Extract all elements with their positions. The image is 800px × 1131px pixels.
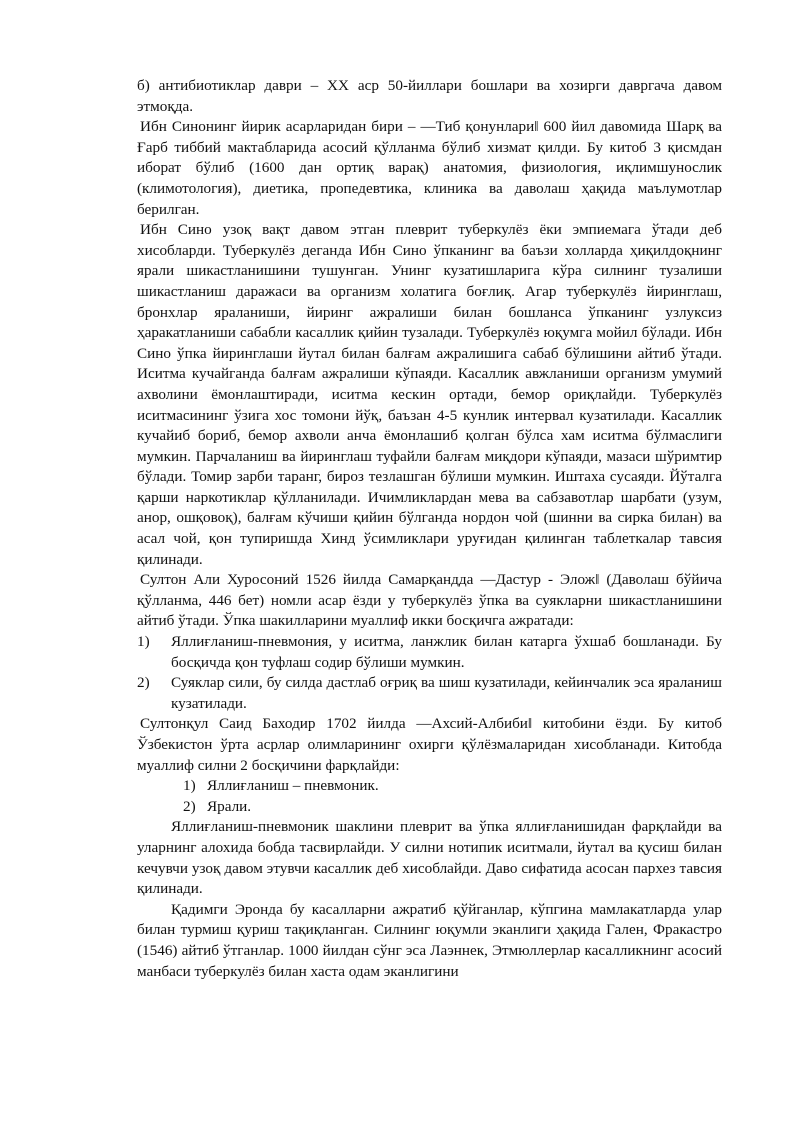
paragraph-sulton-ali: Султон Али Хуросоний 1526 йилда Самарқандда ―Дастур - Элож‖ (Даволаш бўйича қўлланма, 446 бет) номли асар ёзди у туберкулёз ўпка ва суякларни шикастланишини айтиб ўтади. Ўпка шакилларини муаллиф икки босқичга ажратади:: [137, 571, 722, 630]
list-item-text: Яллиғланиш-пневмония, у иситма, ланжлик билан катарга ўхшаб бошланади. Бу босқичда қон туфлаш содир бўлиши мумкин.: [171, 633, 722, 671]
list-item-text: Яллиғланиш – пневмоник.: [207, 777, 379, 795]
list-number: 1): [137, 633, 150, 651]
document-body: [137, 76, 722, 982]
paragraph-ibn-sino-tuberculosis: Ибн Сино узоқ вақт давом этган плеврит туберкулёз ёки эмпиемага ўтади деб хисобларди. Туберкулёз деганда Ибн Сино ўпканинг ва баъзи холларда ҳиқилдоқнинг ярали шикастланишини тушунган. Унинг кузатишларига кўра силнинг тузалиши шикастланиш даражаси ва организм холатига боғлиқ. Агар туберкулёз йиринглаш, бронхлар яраланиши, йиринг ажралиши билан бошланса ўпканинг узлуксиз ҳаракатланиши сабабли касаллик қийин тузалади. Туберкулёз юқумга мойил бўлади. Ибн Сино ўпка йиринглаши йутал билан балғам ажралишига сабаб бўлишини айтиб ўтади. Иситма кучайганда балғам ажралиши кўпаяди. Касаллик авжланиши организм умумий ахволини ёмонлаштиради, иситма кескин ортади, бемор ориқлайди. Туберкулёз иситмасининг ўзига хос томони йўқ, баъзан 4-5 кунлик интервал кузатилади. Касаллик кучайиб бориб, бемор ахволи анча ёмонлашиб қолган бўлса хам иситма бўлмаслиги мумкин. Парчаланиш ва йиринглаш туфайли балғам миқдори кўпаяди, мазаси шўримтир бўлади. Томир зарби таранг, бироз тезлашган бўлиши мумкин. Иштаха сусаяди. Йўталга қарши наркотиклар қўлланилади. Ичимликлардан мева ва сабзавотлар шарбати (узум, анор, ошқовоқ), балғам кўчиши қийин бўлганда нордон чой (шинни ва сирка билан) ва асал чой, қон тупиришда Хинд ўсимликлари уруғидан қилинган таблеткалар тавсия қилинади.: [137, 221, 722, 568]
paragraph-pneumonic-form: Яллиғланиш-пневмоник шаклини плеврит ва ўпка яллиғланишидан фарқлайди ва уларнинг алохида бобда тасвирлайди. У силни нотипик иситмали, йутал ва қусиш билан кечувчи узоқ давом этувчи касаллик деб хисоблайди. Даво сифатида асосан пархез тавсия қилинади.: [137, 818, 722, 898]
list-item-text: Ярали.: [207, 797, 252, 815]
stages-list: [137, 632, 722, 714]
paragraph-ancient-iran: Қадимги Эронда бу касалларни ажратиб қўйганлар, кўпгина мамлакатларда улар билан турмиш қуриш тақиқланган. Силнинг юқумли эканлиги ҳақида Гален, Фракастро (1546) айтиб ўтганлар. 1000 йилдан сўнг эса Лаэннек, Этмюллерлар касалликнинг асосий манбаси туберкулёз билан хаста одам эканлигини: [137, 900, 722, 980]
list-item: [137, 632, 722, 673]
paragraph-canon-of-medicine: Ибн Синонинг йирик асарларидан бири – ―Тиб қонунлари‖ 600 йил давомида Шарқ ва Ғарб тиббий мактабларида асосий қўлланма бўлиб хизмат қилди. Бу китоб 3 қисмдан иборат бўлиб (1600 дан ортиқ варақ) анатомия, физиология, иқлимшунослик (климотология), диетика, пропедевтика, клиника ва даволаш ҳақида маълумотлар берилган.: [137, 118, 722, 218]
list-number: 1): [183, 777, 196, 795]
paragraph-sultonqul: Султонқул Саид Баходир 1702 йилда ―Ахсий-Албиби‖ китобини ёзди. Бу китоб Ўзбекистон ўрта асрлар олимларининг охирги қўлёзмаларидан хисобланади. Китобда муаллиф силни 2 босқичини фарқлайди:: [137, 715, 722, 774]
list-number: 2): [137, 674, 150, 692]
list-number: 2): [183, 797, 196, 815]
list-item: [137, 776, 722, 797]
forms-list: [137, 776, 722, 817]
list-item-text: Суяклар сили, бу силда дастлаб оғриқ ва шиш кузатилади, кейинчалик эса яраланиш кузатилади.: [171, 674, 722, 712]
list-item: [137, 797, 722, 818]
list-item: [137, 673, 722, 714]
paragraph-antibiotic-era: б) антибиотиклар даври – ХХ аср 50-йиллари бошлари ва хозирги давргача давом этмоқда.: [137, 77, 722, 115]
